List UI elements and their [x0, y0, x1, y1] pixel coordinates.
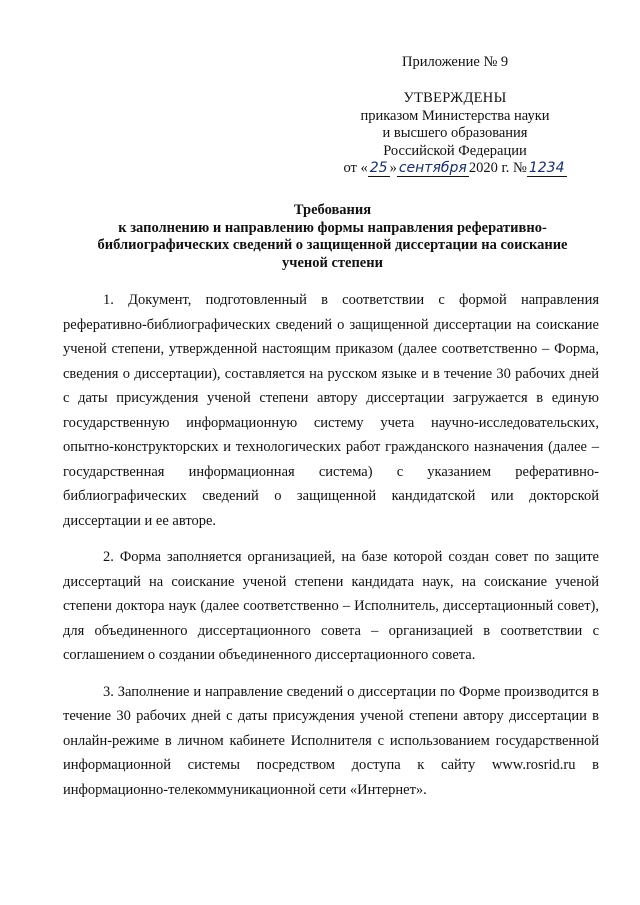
paragraph-1: 1. Документ, подготовленный в соответствии с формой направления реферативно-библиографических сведений о защищенной диссертации на соискание ученой степени, утвержденной настоящим приказом (далее соответственно – Форма, сведения о диссертации), составляется на русском языке и в течение 30 рабочих дней с даты присуждения ученой степени автору диссертации загружается в единую государственную информационную систему учета научно-исследовательских, опытно-конструкторских и технологических работ гражданского назначения (далее – государственная информационная система) с указанием реферативно-библиографических сведений о защищенной кандидатской или докторской диссертации и ее авторе. — [63, 292, 599, 529]
annex-number: Приложение № 9 — [402, 54, 509, 70]
date-year: 2020 г. № — [468, 160, 527, 176]
document-title — [60, 202, 605, 272]
date-mid: » — [389, 160, 397, 176]
approval-date-line — [330, 160, 580, 178]
approval-line-2: и высшего образования — [382, 125, 528, 141]
paragraph-3: 3. Заполнение и направление сведений о диссертации по Форме производится в течение 30 рабочих дней с даты присуждения ученой степени автору диссертации в онлайн-режиме в личном кабинете Исполнителя с использованием государственной информационной системы посредством доступа к сайту www.rosrid.ru в информационно-телекоммуникационной сети «Интернет». — [63, 683, 599, 798]
approval-block — [330, 90, 580, 178]
handwritten-month: сентября — [398, 160, 467, 176]
handwritten-day: 25 — [369, 160, 388, 176]
handwritten-number: 1234 — [528, 160, 565, 176]
title-line-1: Требования — [293, 202, 372, 218]
title-line-3: библиографических сведений о защищенной диссертации на соискание — [97, 237, 568, 253]
approval-line-3: Российской Федерации — [383, 142, 527, 159]
date-prefix: от « — [343, 160, 368, 176]
approval-heading: УТВЕРЖДЕНЫ — [403, 90, 507, 106]
document-body — [63, 288, 599, 814]
title-line-4: ученой степени — [282, 254, 383, 271]
approval-line-1: приказом Министерства науки — [360, 107, 550, 124]
paragraph-2: 2. Форма заполняется организацией, на базе которой создан совет по защите диссертаций на соискание ученой степени кандидата наук, на соискание ученой степени доктора наук (далее соответственно – Исполнитель, диссертационный совет), для объединенного диссертационного совета – организацией в соответствии с соглашением о создании объединенного диссертационного совета. — [63, 549, 599, 663]
title-line-2: к заполнению и направлению формы направления реферативно- — [118, 219, 547, 236]
